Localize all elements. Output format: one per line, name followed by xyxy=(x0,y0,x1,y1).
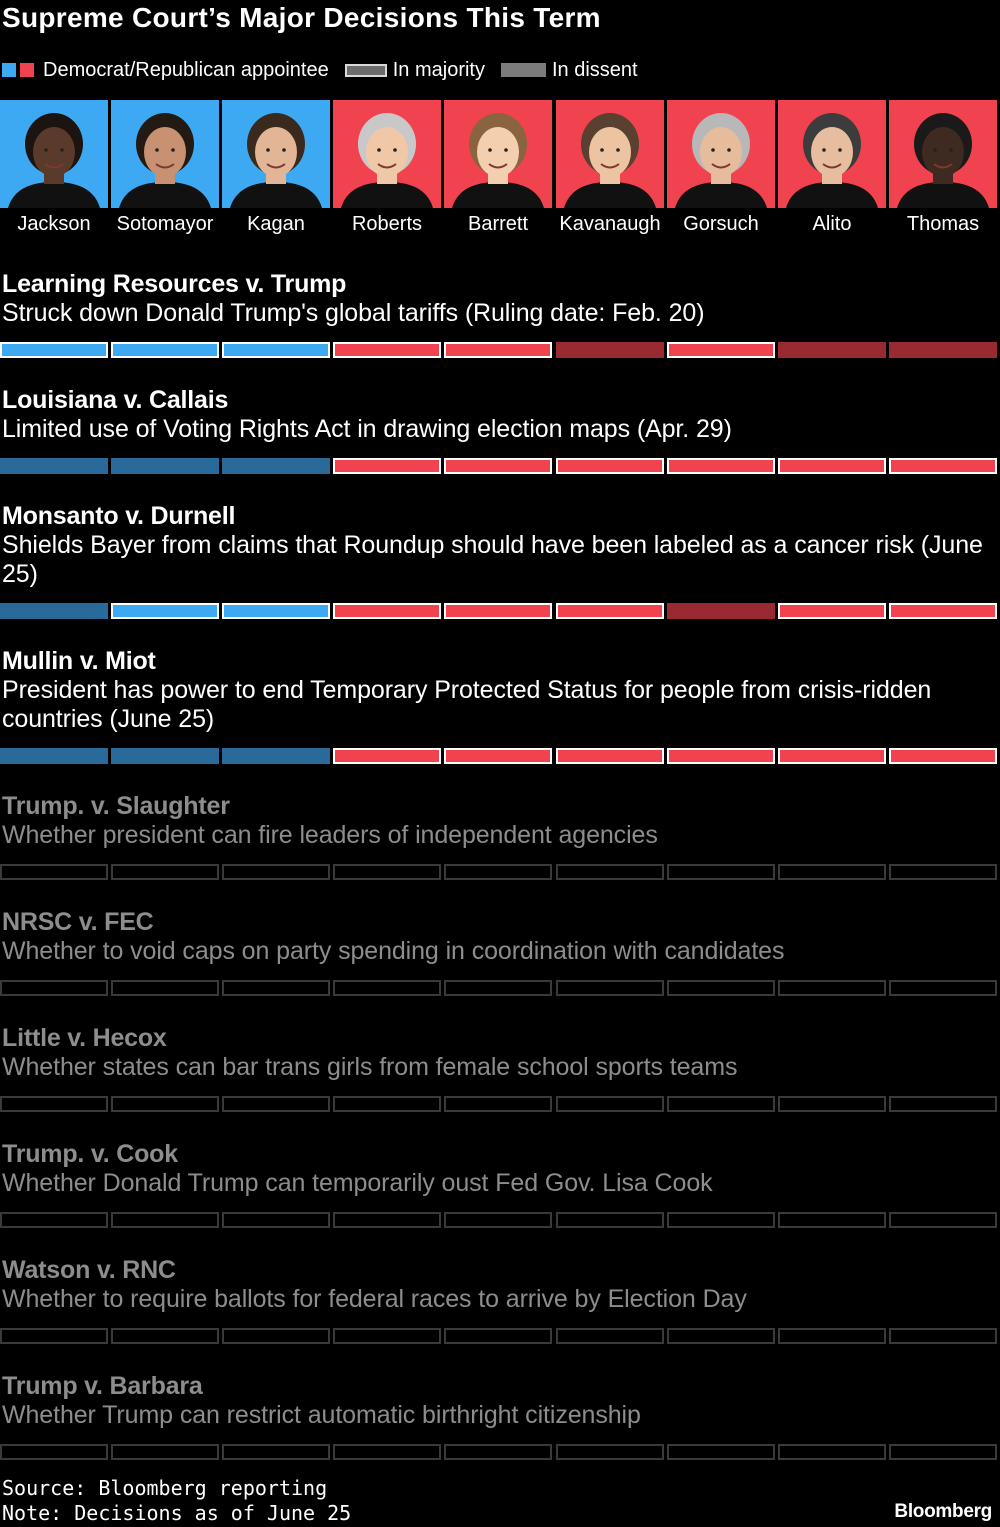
vote-bar-sotomayor xyxy=(111,342,219,358)
case-name: Watson v. RNC xyxy=(2,1256,176,1284)
case-learning-resources-v-trump xyxy=(0,270,1000,360)
vote-bar-alito xyxy=(778,748,886,764)
vote-bar-kagan xyxy=(222,1096,330,1112)
vote-bar-thomas xyxy=(889,1096,997,1112)
vote-bar-jackson xyxy=(0,603,108,619)
vote-bars xyxy=(0,1212,1000,1228)
vote-bar-sotomayor xyxy=(111,980,219,996)
vote-bar-kagan xyxy=(222,1212,330,1228)
justice-name: Alito xyxy=(812,213,852,235)
vote-bar-thomas xyxy=(889,1328,997,1344)
case-monsanto-v-durnell xyxy=(0,502,1000,621)
vote-bar-barrett xyxy=(444,1444,552,1460)
vote-bar-kavanaugh xyxy=(556,1328,664,1344)
vote-bar-roberts xyxy=(333,603,441,619)
vote-bar-roberts xyxy=(333,342,441,358)
vote-bar-kavanaugh xyxy=(556,1096,664,1112)
brand-logo: Bloomberg xyxy=(894,1501,992,1522)
vote-bars xyxy=(0,1444,1000,1460)
case-description: Whether president can fire leaders of independent agencies xyxy=(2,821,658,849)
case-trump-v-cook xyxy=(0,1140,1000,1230)
vote-bar-kagan xyxy=(222,1328,330,1344)
vote-bar-kagan xyxy=(222,980,330,996)
vote-bar-jackson xyxy=(0,980,108,996)
case-name: Mullin v. Miot xyxy=(2,647,156,675)
vote-bar-alito xyxy=(778,342,886,358)
case-name: Trump v. Barbara xyxy=(2,1372,203,1400)
legend-party-label: Democrat/Republican appointee xyxy=(43,58,329,81)
case-description: Struck down Donald Trump's global tariffs (Ruling date: Feb. 20) xyxy=(2,299,705,327)
vote-bar-kavanaugh xyxy=(556,1212,664,1228)
vote-bar-sotomayor xyxy=(111,748,219,764)
vote-bar-gorsuch xyxy=(667,980,775,996)
vote-bar-thomas xyxy=(889,342,997,358)
vote-bar-roberts xyxy=(333,748,441,764)
case-louisiana-v-callais xyxy=(0,386,1000,476)
vote-bar-thomas xyxy=(889,748,997,764)
justice-roberts xyxy=(333,100,441,244)
case-name: Trump. v. Cook xyxy=(2,1140,178,1168)
case-mullin-v-miot xyxy=(0,647,1000,766)
case-trump-v-barbara xyxy=(0,1372,1000,1462)
vote-bar-sotomayor xyxy=(111,1328,219,1344)
vote-bar-jackson xyxy=(0,458,108,474)
vote-bar-jackson xyxy=(0,1328,108,1344)
vote-bars xyxy=(0,864,1000,880)
vote-bar-gorsuch xyxy=(667,1444,775,1460)
case-name: Monsanto v. Durnell xyxy=(2,502,236,530)
vote-bar-roberts xyxy=(333,1212,441,1228)
vote-bar-barrett xyxy=(444,458,552,474)
vote-bar-thomas xyxy=(889,864,997,880)
legend-majority-label: In majority xyxy=(392,58,485,81)
justice-name: Sotomayor xyxy=(116,213,214,235)
justice-name: Thomas xyxy=(906,213,980,235)
vote-bar-alito xyxy=(778,1328,886,1344)
legend-republican-swatch xyxy=(20,63,34,77)
justice-kavanaugh xyxy=(556,100,664,244)
vote-bar-roberts xyxy=(333,1096,441,1112)
vote-bar-thomas xyxy=(889,1212,997,1228)
vote-bar-thomas xyxy=(889,458,997,474)
vote-bar-sotomayor xyxy=(111,603,219,619)
vote-bar-thomas xyxy=(889,980,997,996)
legend-majority-swatch xyxy=(345,64,387,77)
vote-bars xyxy=(0,1096,1000,1112)
vote-bar-barrett xyxy=(444,864,552,880)
vote-bars xyxy=(0,748,1000,764)
justice-thomas xyxy=(889,100,997,244)
case-description: Whether states can bar trans girls from female school sports teams xyxy=(2,1053,738,1081)
case-nrsc-v-fec xyxy=(0,908,1000,998)
vote-bar-barrett xyxy=(444,980,552,996)
case-description: Whether to void caps on party spending in coordination with candidates xyxy=(2,937,785,965)
justice-portrait xyxy=(889,100,997,208)
justice-portrait xyxy=(444,100,552,208)
vote-bar-gorsuch xyxy=(667,342,775,358)
case-name: Louisiana v. Callais xyxy=(2,386,229,414)
justice-jackson xyxy=(0,100,108,244)
case-description: Whether Donald Trump can temporarily oust Fed Gov. Lisa Cook xyxy=(2,1169,713,1197)
legend xyxy=(2,58,638,82)
case-trump-v-slaughter xyxy=(0,792,1000,882)
justice-sotomayor xyxy=(111,100,219,244)
case-name: Trump. v. Slaughter xyxy=(2,792,230,820)
vote-bar-kavanaugh xyxy=(556,1444,664,1460)
source-text: Source: Bloomberg reporting xyxy=(2,1476,328,1500)
justice-portrait xyxy=(111,100,219,208)
vote-bar-barrett xyxy=(444,1096,552,1112)
legend-democrat-swatch xyxy=(2,63,16,77)
vote-bar-gorsuch xyxy=(667,864,775,880)
vote-bar-gorsuch xyxy=(667,603,775,619)
vote-bar-gorsuch xyxy=(667,1212,775,1228)
justice-name: Jackson xyxy=(17,213,91,235)
case-name: Learning Resources v. Trump xyxy=(2,270,347,298)
case-name: Little v. Hecox xyxy=(2,1024,167,1052)
vote-bar-alito xyxy=(778,1212,886,1228)
vote-bar-sotomayor xyxy=(111,1096,219,1112)
vote-bar-jackson xyxy=(0,864,108,880)
vote-bar-barrett xyxy=(444,1212,552,1228)
case-description: Shields Bayer from claims that Roundup should have been labeled as a cancer risk (June 25) xyxy=(2,531,983,588)
justice-gorsuch xyxy=(667,100,775,244)
justice-portrait xyxy=(778,100,886,208)
vote-bar-kavanaugh xyxy=(556,342,664,358)
vote-bar-alito xyxy=(778,980,886,996)
justice-portrait xyxy=(556,100,664,208)
vote-bar-barrett xyxy=(444,342,552,358)
vote-bar-sotomayor xyxy=(111,1212,219,1228)
justice-portrait xyxy=(667,100,775,208)
vote-bar-sotomayor xyxy=(111,1444,219,1460)
vote-bar-kagan xyxy=(222,748,330,764)
case-little-v-hecox xyxy=(0,1024,1000,1114)
vote-bar-kagan xyxy=(222,864,330,880)
justice-alito xyxy=(778,100,886,244)
chart-title: Supreme Court’s Major Decisions This Term xyxy=(2,2,601,33)
vote-bar-gorsuch xyxy=(667,1096,775,1112)
legend-dissent-label: In dissent xyxy=(551,58,638,81)
vote-bar-sotomayor xyxy=(111,458,219,474)
vote-bar-kagan xyxy=(222,603,330,619)
vote-bars xyxy=(0,603,1000,619)
vote-bar-roberts xyxy=(333,864,441,880)
vote-bar-alito xyxy=(778,1444,886,1460)
vote-bar-barrett xyxy=(444,603,552,619)
vote-bars xyxy=(0,342,1000,358)
note-text: Note: Decisions as of June 25 xyxy=(2,1501,352,1525)
vote-bar-roberts xyxy=(333,1444,441,1460)
vote-bar-jackson xyxy=(0,748,108,764)
justice-portrait xyxy=(333,100,441,208)
vote-bar-kavanaugh xyxy=(556,980,664,996)
justice-name: Barrett xyxy=(467,213,529,235)
vote-bar-jackson xyxy=(0,342,108,358)
justice-kagan xyxy=(222,100,330,244)
justice-header xyxy=(0,100,1000,244)
legend-dissent-swatch xyxy=(501,63,546,77)
vote-bar-kagan xyxy=(222,1444,330,1460)
vote-bar-kagan xyxy=(222,458,330,474)
vote-bar-kavanaugh xyxy=(556,458,664,474)
vote-bar-jackson xyxy=(0,1096,108,1112)
vote-bar-jackson xyxy=(0,1212,108,1228)
case-description: Limited use of Voting Rights Act in drawing election maps (Apr. 29) xyxy=(2,415,732,443)
vote-bar-kavanaugh xyxy=(556,864,664,880)
justice-portrait xyxy=(0,100,108,208)
justice-name: Gorsuch xyxy=(683,213,759,235)
vote-bar-barrett xyxy=(444,748,552,764)
vote-bar-sotomayor xyxy=(111,864,219,880)
vote-bars xyxy=(0,458,1000,474)
case-description: Whether Trump can restrict automatic birthright citizenship xyxy=(2,1401,641,1429)
justice-name: Kagan xyxy=(247,213,305,235)
vote-bar-jackson xyxy=(0,1444,108,1460)
vote-bar-roberts xyxy=(333,458,441,474)
case-description: President has power to end Temporary Protected Status for people from crisis-ridden countries (June 25) xyxy=(2,676,932,733)
case-watson-v-rnc xyxy=(0,1256,1000,1346)
case-name: NRSC v. FEC xyxy=(2,908,154,936)
vote-bar-kavanaugh xyxy=(556,603,664,619)
case-description: Whether to require ballots for federal races to arrive by Election Day xyxy=(2,1285,747,1313)
vote-bars xyxy=(0,980,1000,996)
vote-bar-gorsuch xyxy=(667,1328,775,1344)
vote-bar-kavanaugh xyxy=(556,748,664,764)
vote-bar-thomas xyxy=(889,603,997,619)
vote-bar-alito xyxy=(778,603,886,619)
vote-bar-kagan xyxy=(222,342,330,358)
vote-bar-barrett xyxy=(444,1328,552,1344)
vote-bars xyxy=(0,1328,1000,1344)
justice-portrait xyxy=(222,100,330,208)
vote-bar-thomas xyxy=(889,1444,997,1460)
vote-bar-alito xyxy=(778,1096,886,1112)
vote-bar-gorsuch xyxy=(667,458,775,474)
justice-name: Roberts xyxy=(351,213,423,235)
vote-bar-roberts xyxy=(333,1328,441,1344)
vote-bar-alito xyxy=(778,458,886,474)
justice-name: Kavanaugh xyxy=(559,213,661,235)
vote-bar-gorsuch xyxy=(667,748,775,764)
vote-bar-roberts xyxy=(333,980,441,996)
source-note xyxy=(2,1476,351,1526)
justice-barrett xyxy=(444,100,552,244)
vote-bar-alito xyxy=(778,864,886,880)
